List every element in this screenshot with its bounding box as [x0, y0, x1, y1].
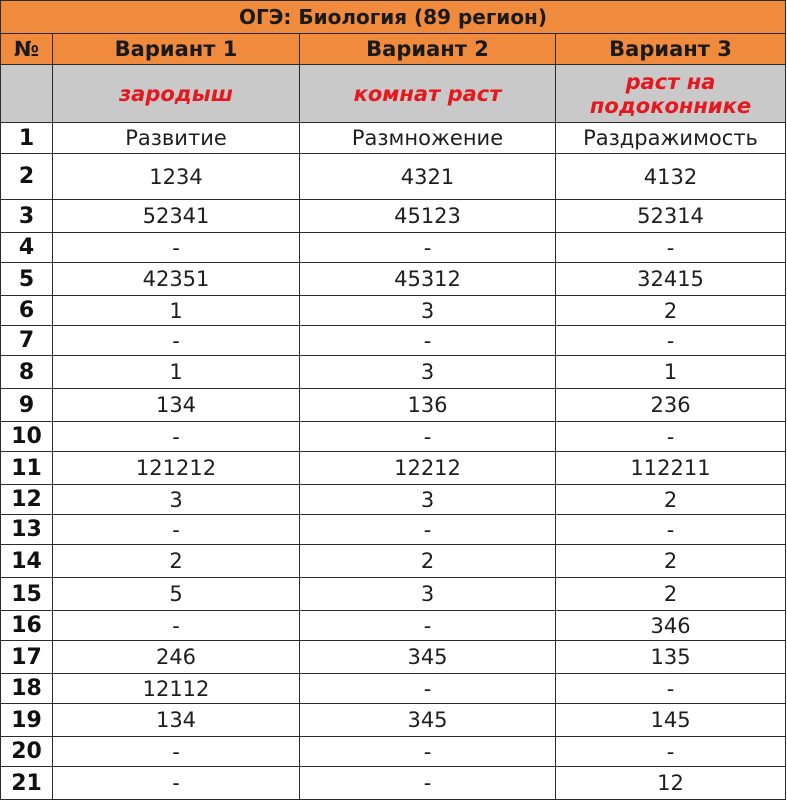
- row-number: 19: [1, 704, 53, 737]
- answer-variant-3: -: [556, 737, 786, 767]
- answer-variant-3: -: [556, 515, 786, 545]
- answer-variant-2: Размножение: [300, 123, 556, 154]
- row-number: 8: [1, 356, 53, 389]
- table-row: [1, 641, 786, 674]
- table-row: [1, 674, 786, 704]
- answer-variant-1: 134: [53, 389, 300, 422]
- answer-variant-3: 4132: [556, 154, 786, 200]
- answer-variant-2: -: [300, 422, 556, 452]
- answer-variant-2: 2: [300, 545, 556, 578]
- answer-variant-2: -: [300, 611, 556, 641]
- answer-variant-2: 345: [300, 641, 556, 674]
- row-number: 6: [1, 296, 53, 326]
- answer-variant-1: 42351: [53, 263, 300, 296]
- answer-variant-3: 2: [556, 545, 786, 578]
- column-header-variant-3: Вариант 3: [556, 34, 786, 65]
- answer-variant-2: 12212: [300, 452, 556, 485]
- topic-variant-1: зародыш: [53, 65, 300, 123]
- answer-variant-3: 145: [556, 704, 786, 737]
- answer-variant-2: 45312: [300, 263, 556, 296]
- table-title: ОГЭ: Биология (89 регион): [1, 1, 786, 34]
- answer-variant-3: 2: [556, 485, 786, 515]
- row-number: 5: [1, 263, 53, 296]
- answer-variant-1: 5: [53, 578, 300, 611]
- answers-body: [1, 123, 786, 800]
- answer-variant-2: -: [300, 326, 556, 356]
- table-row: [1, 356, 786, 389]
- answer-variant-2: 45123: [300, 200, 556, 233]
- table-row: [1, 422, 786, 452]
- row-number: 17: [1, 641, 53, 674]
- table-row: [1, 515, 786, 545]
- topic-variant-3: раст на подоконнике: [556, 65, 786, 123]
- answer-variant-1: -: [53, 611, 300, 641]
- table-row: [1, 452, 786, 485]
- row-number: 12: [1, 485, 53, 515]
- answer-variant-3: 135: [556, 641, 786, 674]
- answer-variant-2: 3: [300, 485, 556, 515]
- row-number: 4: [1, 233, 53, 263]
- table-row: [1, 263, 786, 296]
- answer-variant-3: 236: [556, 389, 786, 422]
- answer-variant-2: -: [300, 674, 556, 704]
- answer-variant-3: -: [556, 674, 786, 704]
- row-number: 18: [1, 674, 53, 704]
- table-row: [1, 326, 786, 356]
- row-number: 20: [1, 737, 53, 767]
- answer-variant-2: 4321: [300, 154, 556, 200]
- answer-variant-2: -: [300, 737, 556, 767]
- answer-variant-1: 1: [53, 356, 300, 389]
- answer-variant-3: -: [556, 422, 786, 452]
- answer-variant-3: 2: [556, 578, 786, 611]
- table-row: [1, 767, 786, 800]
- answer-variant-1: 134: [53, 704, 300, 737]
- topic-row: [1, 65, 786, 123]
- answer-variant-1: 1: [53, 296, 300, 326]
- answer-variant-1: -: [53, 767, 300, 800]
- answer-variant-2: 136: [300, 389, 556, 422]
- table-row: [1, 296, 786, 326]
- title-row: [1, 1, 786, 34]
- table-row: [1, 578, 786, 611]
- answer-variant-1: 3: [53, 485, 300, 515]
- answer-variant-2: -: [300, 767, 556, 800]
- answer-variant-1: -: [53, 233, 300, 263]
- table-row: [1, 704, 786, 737]
- row-number: 15: [1, 578, 53, 611]
- answer-variant-1: 2: [53, 545, 300, 578]
- answer-variant-3: -: [556, 326, 786, 356]
- row-number: 10: [1, 422, 53, 452]
- answer-variant-1: 1234: [53, 154, 300, 200]
- table-row: [1, 737, 786, 767]
- table-row: [1, 154, 786, 200]
- row-number: 11: [1, 452, 53, 485]
- row-number: 14: [1, 545, 53, 578]
- column-header-number: №: [1, 34, 53, 65]
- column-header-variant-1: Вариант 1: [53, 34, 300, 65]
- answer-variant-3: 112211: [556, 452, 786, 485]
- answer-variant-1: Развитие: [53, 123, 300, 154]
- answer-variant-2: -: [300, 515, 556, 545]
- table-row: [1, 485, 786, 515]
- answer-variant-1: -: [53, 737, 300, 767]
- answer-variant-3: 346: [556, 611, 786, 641]
- column-header-variant-2: Вариант 2: [300, 34, 556, 65]
- answer-variant-1: 12112: [53, 674, 300, 704]
- topic-number-cell: [1, 65, 53, 123]
- answer-variant-3: 52314: [556, 200, 786, 233]
- answer-variant-1: -: [53, 326, 300, 356]
- table-row: [1, 611, 786, 641]
- row-number: 9: [1, 389, 53, 422]
- answer-variant-2: 3: [300, 296, 556, 326]
- topic-variant-2: комнат раст: [300, 65, 556, 123]
- row-number: 21: [1, 767, 53, 800]
- answer-variant-1: -: [53, 422, 300, 452]
- answer-variant-2: 345: [300, 704, 556, 737]
- table-row: [1, 233, 786, 263]
- column-header-row: [1, 34, 786, 65]
- table-row: [1, 123, 786, 154]
- answer-variant-1: -: [53, 515, 300, 545]
- answer-variant-3: 32415: [556, 263, 786, 296]
- row-number: 1: [1, 123, 53, 154]
- row-number: 3: [1, 200, 53, 233]
- answer-variant-2: 3: [300, 356, 556, 389]
- row-number: 13: [1, 515, 53, 545]
- answer-variant-3: 12: [556, 767, 786, 800]
- table-row: [1, 200, 786, 233]
- answer-variant-1: 121212: [53, 452, 300, 485]
- answer-variant-1: 52341: [53, 200, 300, 233]
- answer-variant-2: 3: [300, 578, 556, 611]
- row-number: 16: [1, 611, 53, 641]
- table-row: [1, 545, 786, 578]
- row-number: 2: [1, 154, 53, 200]
- answer-variant-1: 246: [53, 641, 300, 674]
- answer-variant-3: Раздражимость: [556, 123, 786, 154]
- answer-variant-3: 1: [556, 356, 786, 389]
- answer-variant-3: -: [556, 233, 786, 263]
- answer-variant-3: 2: [556, 296, 786, 326]
- row-number: 7: [1, 326, 53, 356]
- answer-variant-2: -: [300, 233, 556, 263]
- table-row: [1, 389, 786, 422]
